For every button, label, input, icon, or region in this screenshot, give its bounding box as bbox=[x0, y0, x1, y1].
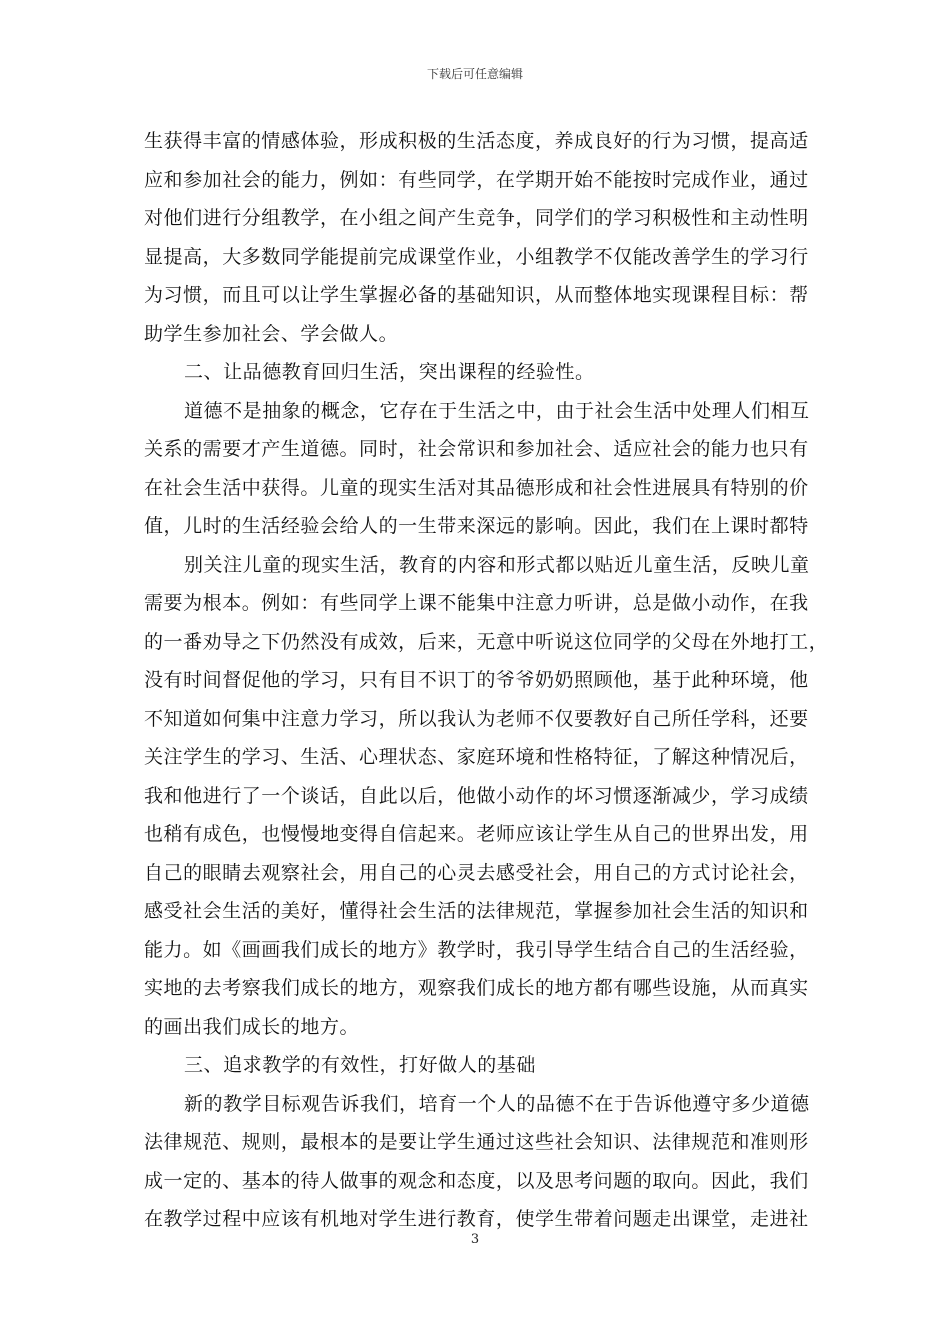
text-line: 关注学生的学习、生活、心理状态、家庭环境和性格特征，了解这种情况后， bbox=[144, 746, 809, 768]
text-line: 需要为根本。例如：有些同学上课不能集中注意力听讲，总是做小动作，在我 bbox=[144, 592, 809, 614]
text-line: 为习惯，而且可以让学生掌握必备的基础知识，从而整体地实现课程目标：帮 bbox=[144, 284, 809, 306]
text-line: 对他们进行分组教学，在小组之间产生竞争，同学们的学习积极性和主动性明 bbox=[144, 207, 809, 229]
text-line: 显提高，大多数同学能提前完成课堂作业，小组教学不仅能改善学生的学习行 bbox=[144, 245, 809, 268]
text-line: 应和参加社会的能力，例如：有些同学，在学期开始不能按时完成作业，通过 bbox=[144, 168, 809, 191]
page-number: 3 bbox=[470, 1232, 480, 1247]
text-line: 的一番劝导之下仍然没有成效，后来，无意中听说这位同学的父母在外地打工， bbox=[144, 630, 829, 653]
text-line: 感受社会生活的美好，懂得社会生活的法律规范，掌握参加社会生活的知识和 bbox=[144, 900, 809, 922]
text-line: 道德不是抽象的概念，它存在于生活之中，由于社会生活中处理人们相互 bbox=[184, 399, 810, 422]
document-body bbox=[144, 122, 829, 1239]
text-line: 助学生参加社会、学会做人。 bbox=[144, 322, 399, 345]
text-line: 别关注儿童的现实生活，教育的内容和形式都以贴近儿童生活，反映儿童 bbox=[184, 553, 810, 576]
page-header: 下载后可任意编辑 bbox=[426, 67, 523, 81]
text-line: 成一定的、基本的待人做事的观念和态度，以及思考问题的取向。因此，我们 bbox=[144, 1169, 809, 1192]
text-line: 值，儿时的生活经验会给人的一生带来深远的影响。因此，我们在上课时都特 bbox=[144, 515, 809, 537]
text-line: 自己的眼睛去观察社会，用自己的心灵去感受社会，用自己的方式讨论社会， bbox=[144, 861, 809, 884]
text-line: 没有时间督促他的学习，只有目不识丁的爷爷奶奶照顾他，基于此种环境，他 bbox=[144, 669, 809, 691]
text-line: 三、追求教学的有效性，打好做人的基础 bbox=[184, 1054, 536, 1076]
text-line: 我和他进行了一个谈话，自此以后，他做小动作的坏习惯逐渐减少，学习成绩 bbox=[144, 784, 809, 807]
text-line: 在社会生活中获得。儿童的现实生活对其品德形成和社会性进展具有特别的价 bbox=[144, 476, 809, 499]
text-line: 新的教学目标观告诉我们，培育一个人的品德不在于告诉他遵守多少道德 bbox=[184, 1092, 810, 1115]
text-line: 也稍有成色，也慢慢地变得自信起来。老师应该让学生从自己的世界出发，用 bbox=[144, 823, 809, 845]
text-line: 法律规范、规则，最根本的是要让学生通过这些社会知识、法律规范和准则形 bbox=[144, 1131, 809, 1153]
text-line: 二、让品德教育回归生活，突出课程的经验性。 bbox=[184, 361, 595, 383]
text-line: 实地的去考察我们成长的地方，观察我们成长的地方都有哪些设施，从而真实 bbox=[144, 977, 809, 999]
text-line: 不知道如何集中注意力学习，所以我认为老师不仅要教好自己所任学科，还要 bbox=[144, 707, 809, 730]
text-line: 能力。如《画画我们成长的地方》教学时，我引导学生结合自己的生活经验， bbox=[144, 938, 809, 961]
text-line: 关系的需要才产生道德。同时，社会常识和参加社会、适应社会的能力也只有 bbox=[144, 438, 809, 460]
text-line: 的画出我们成长的地方。 bbox=[144, 1015, 360, 1038]
text-line: 在教学过程中应该有机地对学生进行教育，使学生带着问题走出课堂，走进社 bbox=[144, 1208, 809, 1230]
text-line: 生获得丰富的情感体验，形成积极的生活态度，养成良好的行为习惯，提高适 bbox=[144, 130, 809, 152]
